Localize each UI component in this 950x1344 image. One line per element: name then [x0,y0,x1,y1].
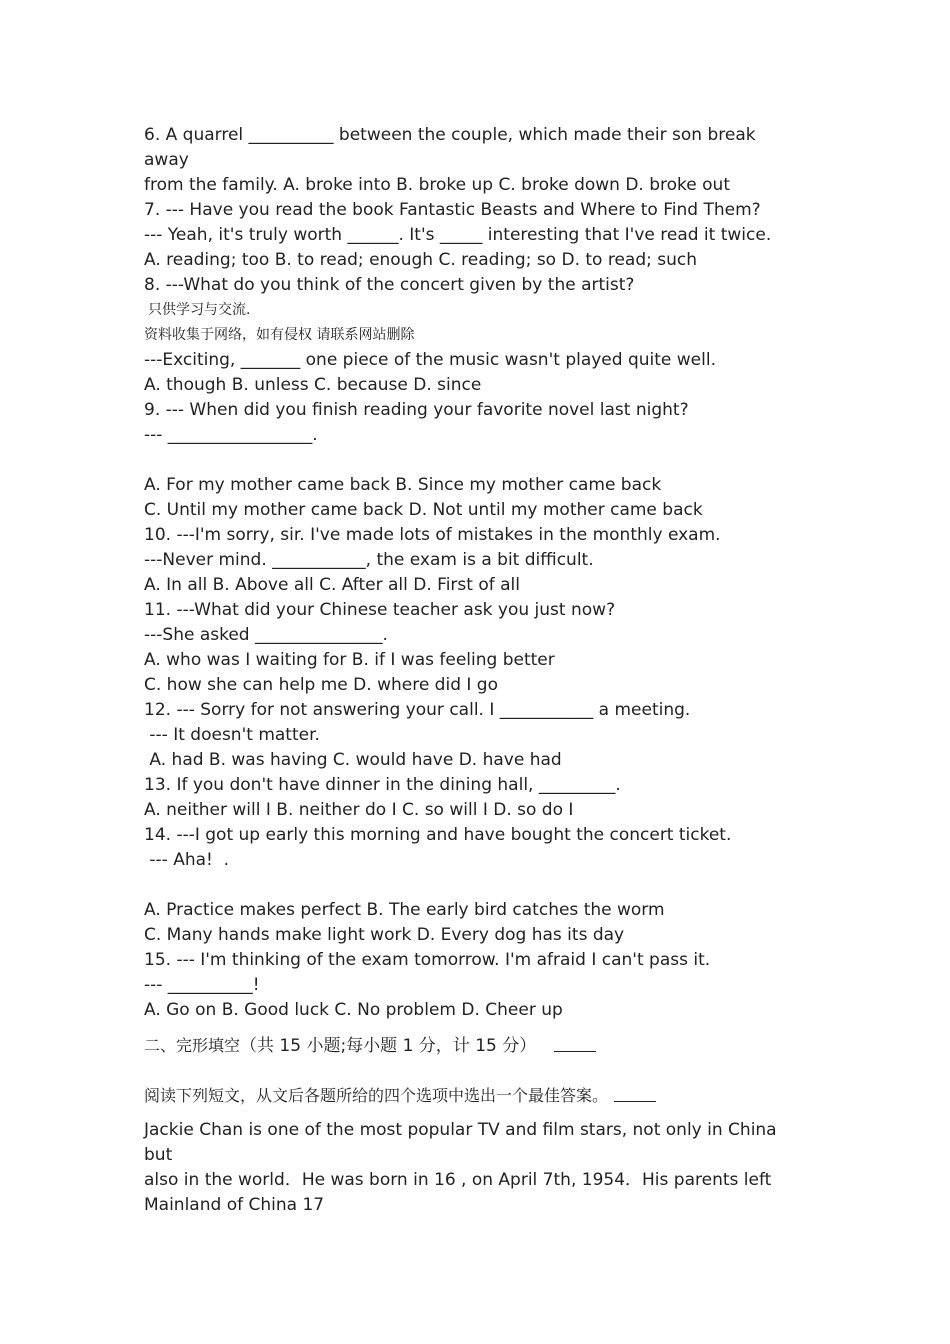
question-11 [144,598,824,698]
text-line: --- It doesn't matter. [144,725,320,745]
question-8 [144,273,824,398]
text-line: ---She asked _______________. [144,625,388,645]
question-10 [144,523,824,598]
question-15 [144,948,824,1023]
text-line: A. For my mother came back B. Since my mother came back [144,475,662,495]
text-line: 15. --- I'm thinking of the exam tomorrow. I'm afraid I can't pass it. [144,950,711,970]
text-line: 11. ---What did your Chinese teacher ask you just now? [144,600,616,620]
section-number: 二、完形填空 [144,1036,241,1055]
copyright-notice-line: 资料收集于网络，如有侵权 请联系网站删除 [144,327,415,343]
text-line: C. Many hands make light work D. Every dog has its day [144,925,625,945]
text-line: Mainland of China 17 [144,1195,325,1215]
instruction-text: 阅读下列短文，从文后各题所给的四个选项中选出一个最佳答案。 [144,1086,609,1105]
section-detail: （共 15 小题;每小题 1 分，计 15 分） [240,1036,537,1056]
text-line: 10. ---I'm sorry, sir. I've made lots of mistakes in the monthly exam. [144,525,721,545]
question-13 [144,773,824,823]
question-14 [144,823,824,948]
text-line: --- Aha! . [144,850,230,870]
question-6 [144,123,824,198]
text-line: --- __________! [144,975,260,995]
section-heading [144,1032,824,1060]
text-line: also in the world．He was born in 16 , on April 7th, 1954．His parents left [144,1170,772,1190]
text-line: away [144,150,189,170]
text-line: A. neither will I B. neither do I C. so will I D. so do I [144,800,574,820]
text-line: C. Until my mother came back D. Not until my mother came back [144,500,703,520]
text-line: 12. --- Sorry for not answering your call. I ___________ a meeting. [144,700,691,720]
text-line: A. reading; too B. to read; enough C. reading; so D. to read; such [144,250,698,270]
text-line: A. had B. was having C. would have D. have had [144,750,562,770]
text-line: ---Exciting, _______ one piece of the music wasn't played quite well. [144,350,716,370]
text-line: A. though B. unless C. because D. since [144,375,482,395]
text-line: from the family. A. broke into B. broke up C. broke down D. broke out [144,175,730,195]
blank-line [144,873,824,898]
text-line: 14. ---I got up early this morning and have bought the concert ticket. [144,825,732,845]
text-line: A. who was I waiting for B. if I was feeling better [144,650,555,670]
question-9 [144,398,824,523]
text-line: A. In all B. Above all C. After all D. First of all [144,575,520,595]
text-line: but [144,1145,173,1165]
text-line: --- Yeah, it's truly worth ______. It's _____ interesting that I've read it twice. [144,225,772,245]
instruction-line [144,1082,824,1110]
instruction-underline [614,1091,656,1102]
cloze-passage [144,1118,824,1218]
text-line: 8. ---What do you think of the concert given by the artist? [144,275,635,295]
document-content [144,123,824,1218]
text-line: 6. A quarrel __________ between the couple, which made their son break [144,125,756,145]
text-line: A. Practice makes perfect B. The early bird catches the worm [144,900,665,920]
text-line: A. Go on B. Good luck C. No problem D. Cheer up [144,1000,563,1020]
text-line: 13. If you don't have dinner in the dining hall, _________. [144,775,621,795]
blank-line [144,448,824,473]
text-line: C. how she can help me D. where did I go [144,675,499,695]
text-line: --- _________________. [144,425,318,445]
text-line: ---Never mind. ___________, the exam is a bit difficult. [144,550,594,570]
text-line: 7. --- Have you read the book Fantastic Beasts and Where to Find Them? [144,200,761,220]
copyright-notice-line: 只供学习与交流. [148,302,251,318]
section-underline [554,1041,596,1052]
question-7 [144,198,824,273]
text-line: Jackie Chan is one of the most popular TV and film stars, not only in China [144,1120,777,1140]
text-line: 9. --- When did you finish reading your favorite novel last night? [144,400,689,420]
question-12 [144,698,824,773]
